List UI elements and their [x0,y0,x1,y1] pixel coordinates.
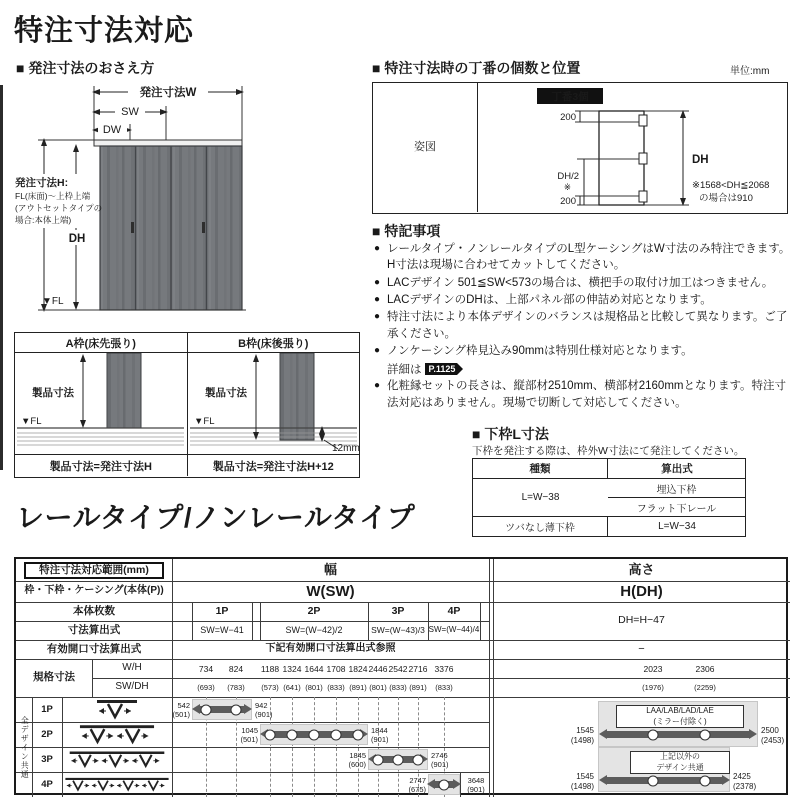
std-label: 規格寸法 [33,671,75,684]
folding-door-diagram-1p [62,698,172,721]
common-design-label: 全デザイン共通 [20,715,30,779]
hinge-section-title: ■ 特注寸法時の丁番の個数と位置 [372,60,581,76]
std-sw-value: (801) [369,683,387,692]
lsize-col-formula: 算出式 [608,459,746,479]
hinge-dh2-mark: ※ [563,182,571,192]
range-min: 542 (501) [172,701,190,719]
std-w-value: 824 [228,664,244,674]
a-frame-title: A枠(床先張り) [15,333,188,352]
std-w-value: 1644 [304,664,324,674]
std-sw-value: (833) [327,683,345,692]
folding-door-diagram-4p [62,773,172,796]
hinge-dh2-label: DH/2 [557,171,579,182]
col-3p: 3P [391,604,405,617]
std-sw-value: (891) [409,683,427,692]
note-item: ● ノンケーシング枠見込み90mmは特別仕様対応となります。 [374,343,794,359]
hinge-note-1: ※1568<DH≦2068 [692,180,770,191]
std-w-value: 1824 [348,664,368,674]
std-w-value: 734 [198,664,214,674]
formula-label: 寸法算出式 [67,623,121,636]
b-frame-formula: 製品寸法=発注寸法H+12 [212,460,334,473]
lsize-f34: L=W−34 [658,521,696,532]
formula-1p: SW=W−41 [200,624,244,635]
std-w-value: 2716 [408,664,428,674]
col-2p: 2P [307,604,321,617]
std-sw-value: (833) [389,683,407,692]
bullet-icon: ● [374,344,381,356]
range-min: 1545 (1498) [570,726,594,745]
std-w-value: 1708 [326,664,346,674]
std-dh-value: (1976) [642,683,664,692]
range-max: 3648 (901) [467,776,485,794]
lsize-subtitle: 下枠を発注する際は、枠外W寸法にて発注してください。 [472,445,745,457]
std-h-value: 2023 [643,664,663,674]
dim-h-line3: 場合:本体上端) [15,215,72,225]
note-item: ● LACデザイン 501≦SW<573の場合は、横把手の取付け加工はつきません。 [374,275,794,291]
std-sw-value: (783) [227,683,245,692]
row-2p-label: 2P [41,728,53,740]
opening-label: 有効開口寸法算出式 [46,642,142,655]
std-w-value: 2542 [388,664,408,674]
lsize-row-tsuba: ツバなし薄下枠 [473,517,608,536]
design-group-label: LAA/LAB/LAD/LAE (ミラー付除く) [616,705,744,728]
dim-dh-label: DH [68,233,86,245]
hinge-note-2: の場合は910 [699,193,753,204]
notes-section-title: ■ 特記事項 [372,223,441,239]
range-max: 2500 (2453) [761,726,785,745]
hinge-dh-label: DH [692,154,709,166]
wsw-header: W(SW) [306,582,355,600]
row-1p-label: 1P [41,703,53,715]
hinge-count-badge: 丁番3個 [551,91,589,103]
design-group-label: 上記以外の デザイン共通 [630,751,730,774]
fl-marker: ▼FL [21,416,42,427]
product-dim-label: 製品寸法 [204,387,247,399]
dim-w-label: 発注寸法W [139,87,197,99]
std-w-value: 1324 [282,664,302,674]
b-frame-diagram [188,353,360,454]
front-view-label: 姿図 [414,140,436,153]
range-label: 特注寸法対応範囲(mm) [39,563,149,576]
height-header: 高さ [628,562,655,578]
range-max: 1844 (901) [371,726,389,744]
std-sw-value: (891) [349,683,367,692]
lsize-section-title: ■ 下枠L寸法 [472,426,549,442]
b-frame-title: B枠(床後張り) [238,337,309,350]
rail-type-heading: レールタイプ/ノンレールタイプ [16,502,416,533]
range-max: 2746 (901) [431,751,449,769]
row-4p-label: 4P [41,778,53,790]
hdh-header: H(DH) [620,582,663,600]
scan-artifact [0,85,3,470]
range-min: 1845 (600) [348,751,366,769]
formula-4p: SW=(W−44)/4 [428,625,480,635]
range-min: 2747 (675) [408,776,426,794]
dim-dw-label: DW [102,124,122,136]
col-1p: 1P [215,604,229,617]
range-max: 2425 (2378) [733,772,757,791]
unit-label: 単位:mm [730,66,770,77]
folding-door-diagram-3p [62,748,172,771]
lsize-row-flat: フラット下レール [608,498,746,517]
dh-formula: DH=H−47 [618,614,665,627]
range-min: 1045 (501) [240,726,258,744]
width-header: 幅 [323,562,337,578]
std-sw-value: (573) [261,683,279,692]
note-item: ● 特注寸法により本体デザインのバランスは規格品と比較して異なります。ご了承ください。 [374,309,794,342]
std-wh-label: W/H [122,662,142,674]
panels-label: 本体枚数 [73,604,115,617]
lsize-table [472,458,746,537]
std-w-value: 1188 [260,664,280,674]
std-dh-value: (2259) [694,683,716,692]
std-sw-value: (693) [197,683,215,692]
bullet-icon: ● [374,276,381,288]
std-w-value: 2446 [368,664,388,674]
a-frame-formula: 製品寸法=発注寸法H [15,455,188,476]
fl-marker: ▼FL [193,416,214,427]
a-frame-diagram [15,353,188,454]
row-3p-label: 3P [41,753,53,765]
hinge-bottom-200: 200 [560,196,576,207]
fl-marker: ▼FL [42,296,64,307]
note-detail-line [374,360,794,377]
col-4p: 4P [447,604,461,617]
bullet-icon: ● [374,293,381,305]
hinge-diagram-box [372,82,788,214]
lsize-col-type: 種類 [473,459,608,479]
std-sw-value: (641) [283,683,301,692]
folding-door-diagram-2p [62,723,172,746]
note-item: ● 化粧縁セットの長さは、縦部材2510mm、横部材2160mmとなります。特注寸法対応はありません。現場で切断して対応してください。 [374,378,794,411]
note-item: ● レールタイプ・ノンレールタイプのL型ケーシングはW寸法のみ特注できます。H寸法は現場に合わせてカットしてください。 [374,241,794,274]
opening-ref: 下記有効開口寸法算出式参照 [265,643,396,655]
std-sw-value: (833) [435,683,453,692]
dim-h-line1: FL(床面)～上枠上端 [15,191,91,201]
frame-casing-label: 枠・下枠・ケーシング(本体(P)) [24,585,164,597]
bullet-icon: ● [374,311,381,323]
twelve-mm-label: 12mm [331,443,359,453]
formula-3p: SW=(W−43)/3 [371,625,425,636]
opening-height: − [638,642,645,655]
formula-2p: SW=(W−42)/2 [285,624,343,635]
order-section-title: ■ 発注寸法のおさえ方 [16,60,155,76]
hinge-diagram [479,83,787,212]
order-dimension-diagram [14,82,359,328]
page-ref-badge: P.1125 [425,363,458,375]
page-title: 特注寸法対応 [14,15,195,47]
detail-prefix: 詳細は [387,363,422,376]
std-w-value: 3376 [434,664,454,674]
product-dim-label: 製品寸法 [32,387,74,399]
hinge-top-200: 200 [560,112,576,123]
bullet-icon: ● [374,243,381,254]
note-item: ● LACデザインのDHは、上部パネル部の伸詰め対応となります。 [374,292,794,308]
dimension-range-table [14,557,788,795]
std-swdh-label: SW/DH [115,681,149,693]
lsize-f38: L=W−38 [473,479,608,517]
dim-sw-label: SW [121,106,139,118]
dim-h-title: 発注寸法H: [15,177,69,189]
notes-list [374,241,794,411]
frame-detail-box [14,332,360,478]
std-h-value: 2306 [695,664,715,674]
dim-h-line2: (アウトセットタイプの [15,203,103,213]
std-sw-value: (801) [305,683,323,692]
bullet-icon: ● [374,380,381,392]
range-max: 942 (901) [255,701,273,719]
lsize-row-umekomi: 埋込下枠 [608,479,746,498]
range-min: 1545 (1498) [570,772,594,791]
